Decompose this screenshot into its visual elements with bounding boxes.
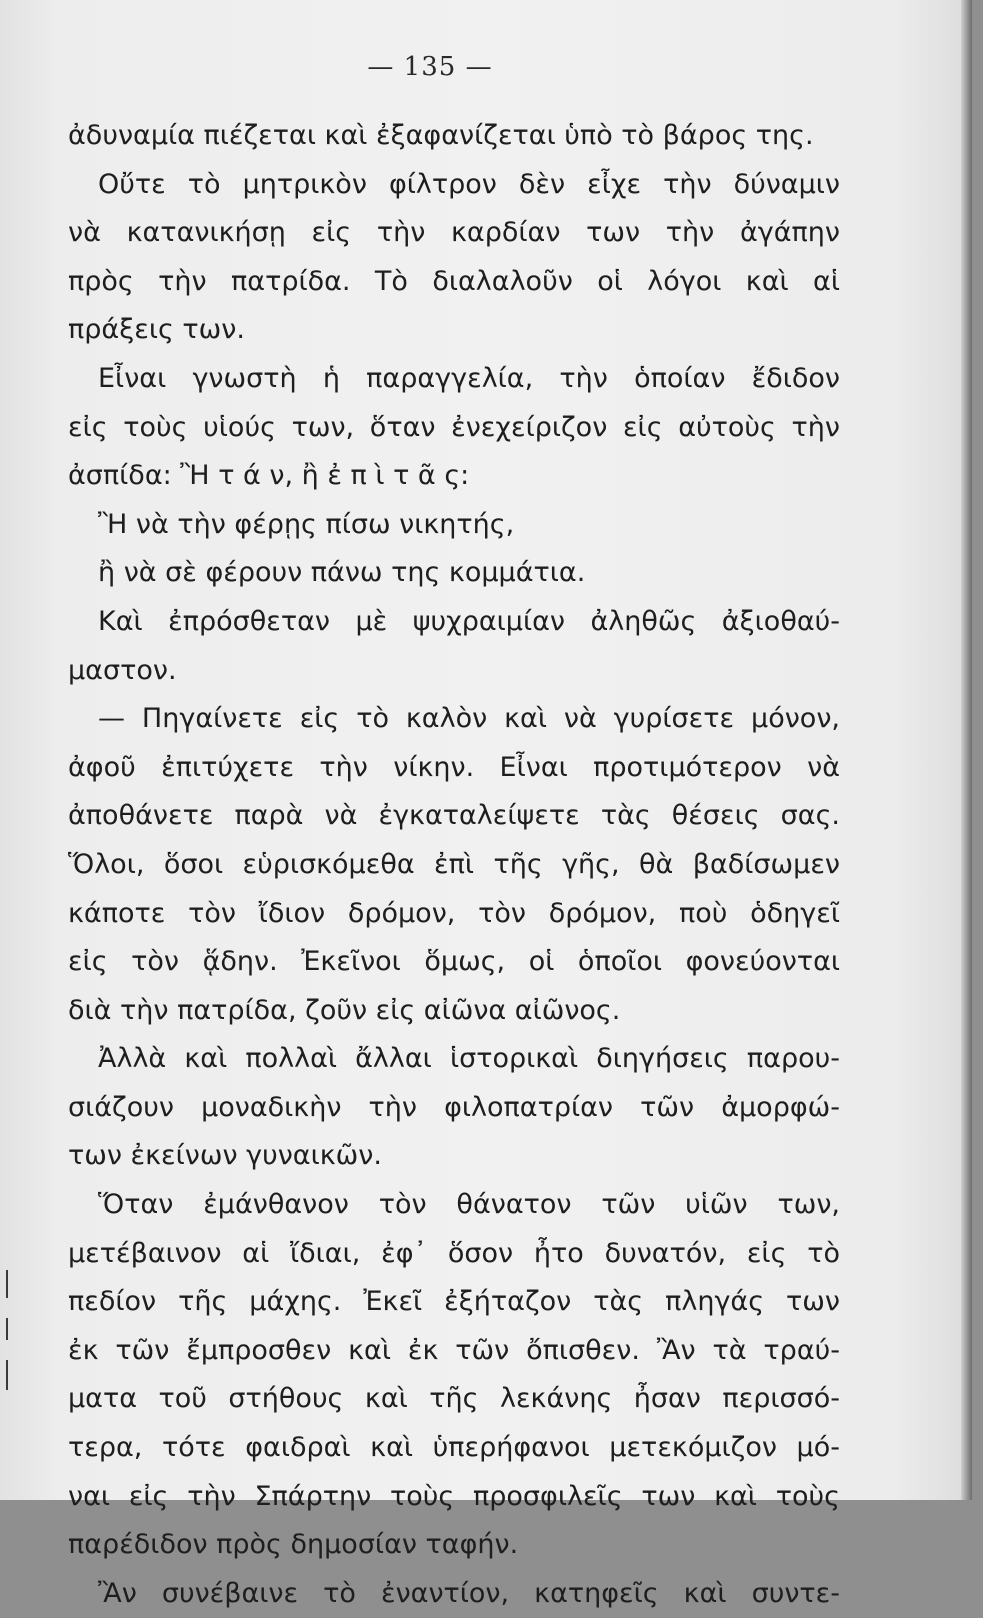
text-line: μαστον. [68, 654, 177, 686]
body-text [68, 112, 840, 1618]
text-line: ναι εἰς τὴν Σπάρτην τοὺς προσφιλεῖς των καὶ τοὺς [68, 1480, 840, 1512]
text-line: εἰς τὸν ᾅδην. Ἐκεῖνοι ὅμως, οἱ ὁποῖοι φονεύονται [68, 946, 840, 978]
text-line: μετέβαινον αἱ ἴδιαι, ἐφ᾽ ὅσον ἦτο δυνατόν, εἰς τὸ [68, 1237, 840, 1269]
text-line: ἀσπίδα: Ἢ τ ά ν, ἢ ἐ π ὶ τ ᾶ ς: [68, 460, 470, 492]
text-line: πρὸς τὴν πατρίδα. Τὸ διαλαλοῦν οἱ λόγοι καὶ αἱ [68, 265, 840, 297]
text-line: ἀδυναμία πιέζεται καὶ ἐξαφανίζεται ὑπὸ τὸ βάρος της. [68, 120, 814, 151]
text-line: κάποτε τὸν ἴδιον δρόμον, τὸν δρόμον, ποὺ ὁδηγεῖ [68, 897, 840, 929]
text-line: πεδίον τῆς μάχης. Ἐκεῖ ἐξήταζον τὰς πληγάς των [68, 1286, 840, 1318]
text-line: Ὅταν ἐμάνθανον τὸν θάνατον τῶν υἱῶν των, [98, 1189, 840, 1221]
text-line: Ἀλλὰ καὶ πολλαὶ ἄλλαι ἱστορικαὶ διηγήσεις παρου- [98, 1043, 840, 1075]
text-line: Εἶναι γνωστὴ ἡ παραγγελία, τὴν ὁποίαν ἔδιδον [98, 362, 840, 394]
text-line: Ἂν συνέβαινε τὸ ἐναντίον, κατηφεῖς καὶ συντε- [98, 1577, 840, 1609]
text-line: ἀποθάνετε παρὰ νὰ ἐγκαταλείψετε τὰς θέσεις σας. [68, 800, 840, 832]
page-edge-shadow [961, 0, 972, 1500]
text-line: των ἐκείνων γυναικῶν. [68, 1140, 382, 1172]
gutter-marks [0, 1270, 18, 1390]
text-line: τερα, τότε φαιδραὶ καὶ ὑπερήφανοι μετεκόμιζον μό- [68, 1432, 840, 1464]
text-line: ἢ νὰ σὲ φέρουν πάνω της κομμάτια. [98, 557, 586, 589]
text-line: ματα τοῦ στήθους καὶ τῆς λεκάνης ἦσαν περισσό- [68, 1383, 840, 1415]
text-line: διὰ τὴν πατρίδα, ζοῦν εἰς αἰῶνα αἰῶνος. [68, 994, 621, 1026]
text-line: ἀφοῦ ἐπιτύχετε τὴν νίκην. Εἶναι προτιμότερον νὰ [68, 751, 840, 783]
text-line: πράξεις των. [68, 314, 245, 346]
text-line: ἐκ τῶν ἔμπροσθεν καὶ ἐκ τῶν ὄπισθεν. Ἂν τὰ τραύ- [68, 1334, 840, 1366]
text-line: Ἢ νὰ τὴν φέρῃς πίσω νικητής, [98, 508, 515, 540]
text-line: σιάζουν μοναδικὴν τὴν φιλοπατρίαν τῶν ἀμορφώ- [68, 1091, 840, 1123]
text-line: Οὔτε τὸ μητρικὸν φίλτρον δὲν εἶχε τὴν δύναμιν [98, 168, 840, 200]
text-line: Καὶ ἐπρόσθεταν μὲ ψυχραιμίαν ἀληθῶς ἀξιοθαύ- [98, 605, 840, 637]
text-line: νὰ κατανικήσῃ εἰς τὴν καρδίαν των τὴν ἀγάπην [68, 217, 840, 249]
page-number: — 135 — [367, 52, 493, 82]
text-line: Ὅλοι, ὅσοι εὑρισκόμεθα ἐπὶ τῆς γῆς, θὰ βαδίσωμεν [68, 848, 840, 880]
text-line: — Πηγαίνετε εἰς τὸ καλὸν καὶ νὰ γυρίσετε μόνον, [98, 703, 840, 735]
text-line: εἰς τοὺς υἱούς των, ὅταν ἐνεχείριζον εἰς αὐτοὺς τὴν [68, 411, 840, 443]
text-line: παρέδιδον πρὸς δημοσίαν ταφήν. [68, 1529, 519, 1561]
